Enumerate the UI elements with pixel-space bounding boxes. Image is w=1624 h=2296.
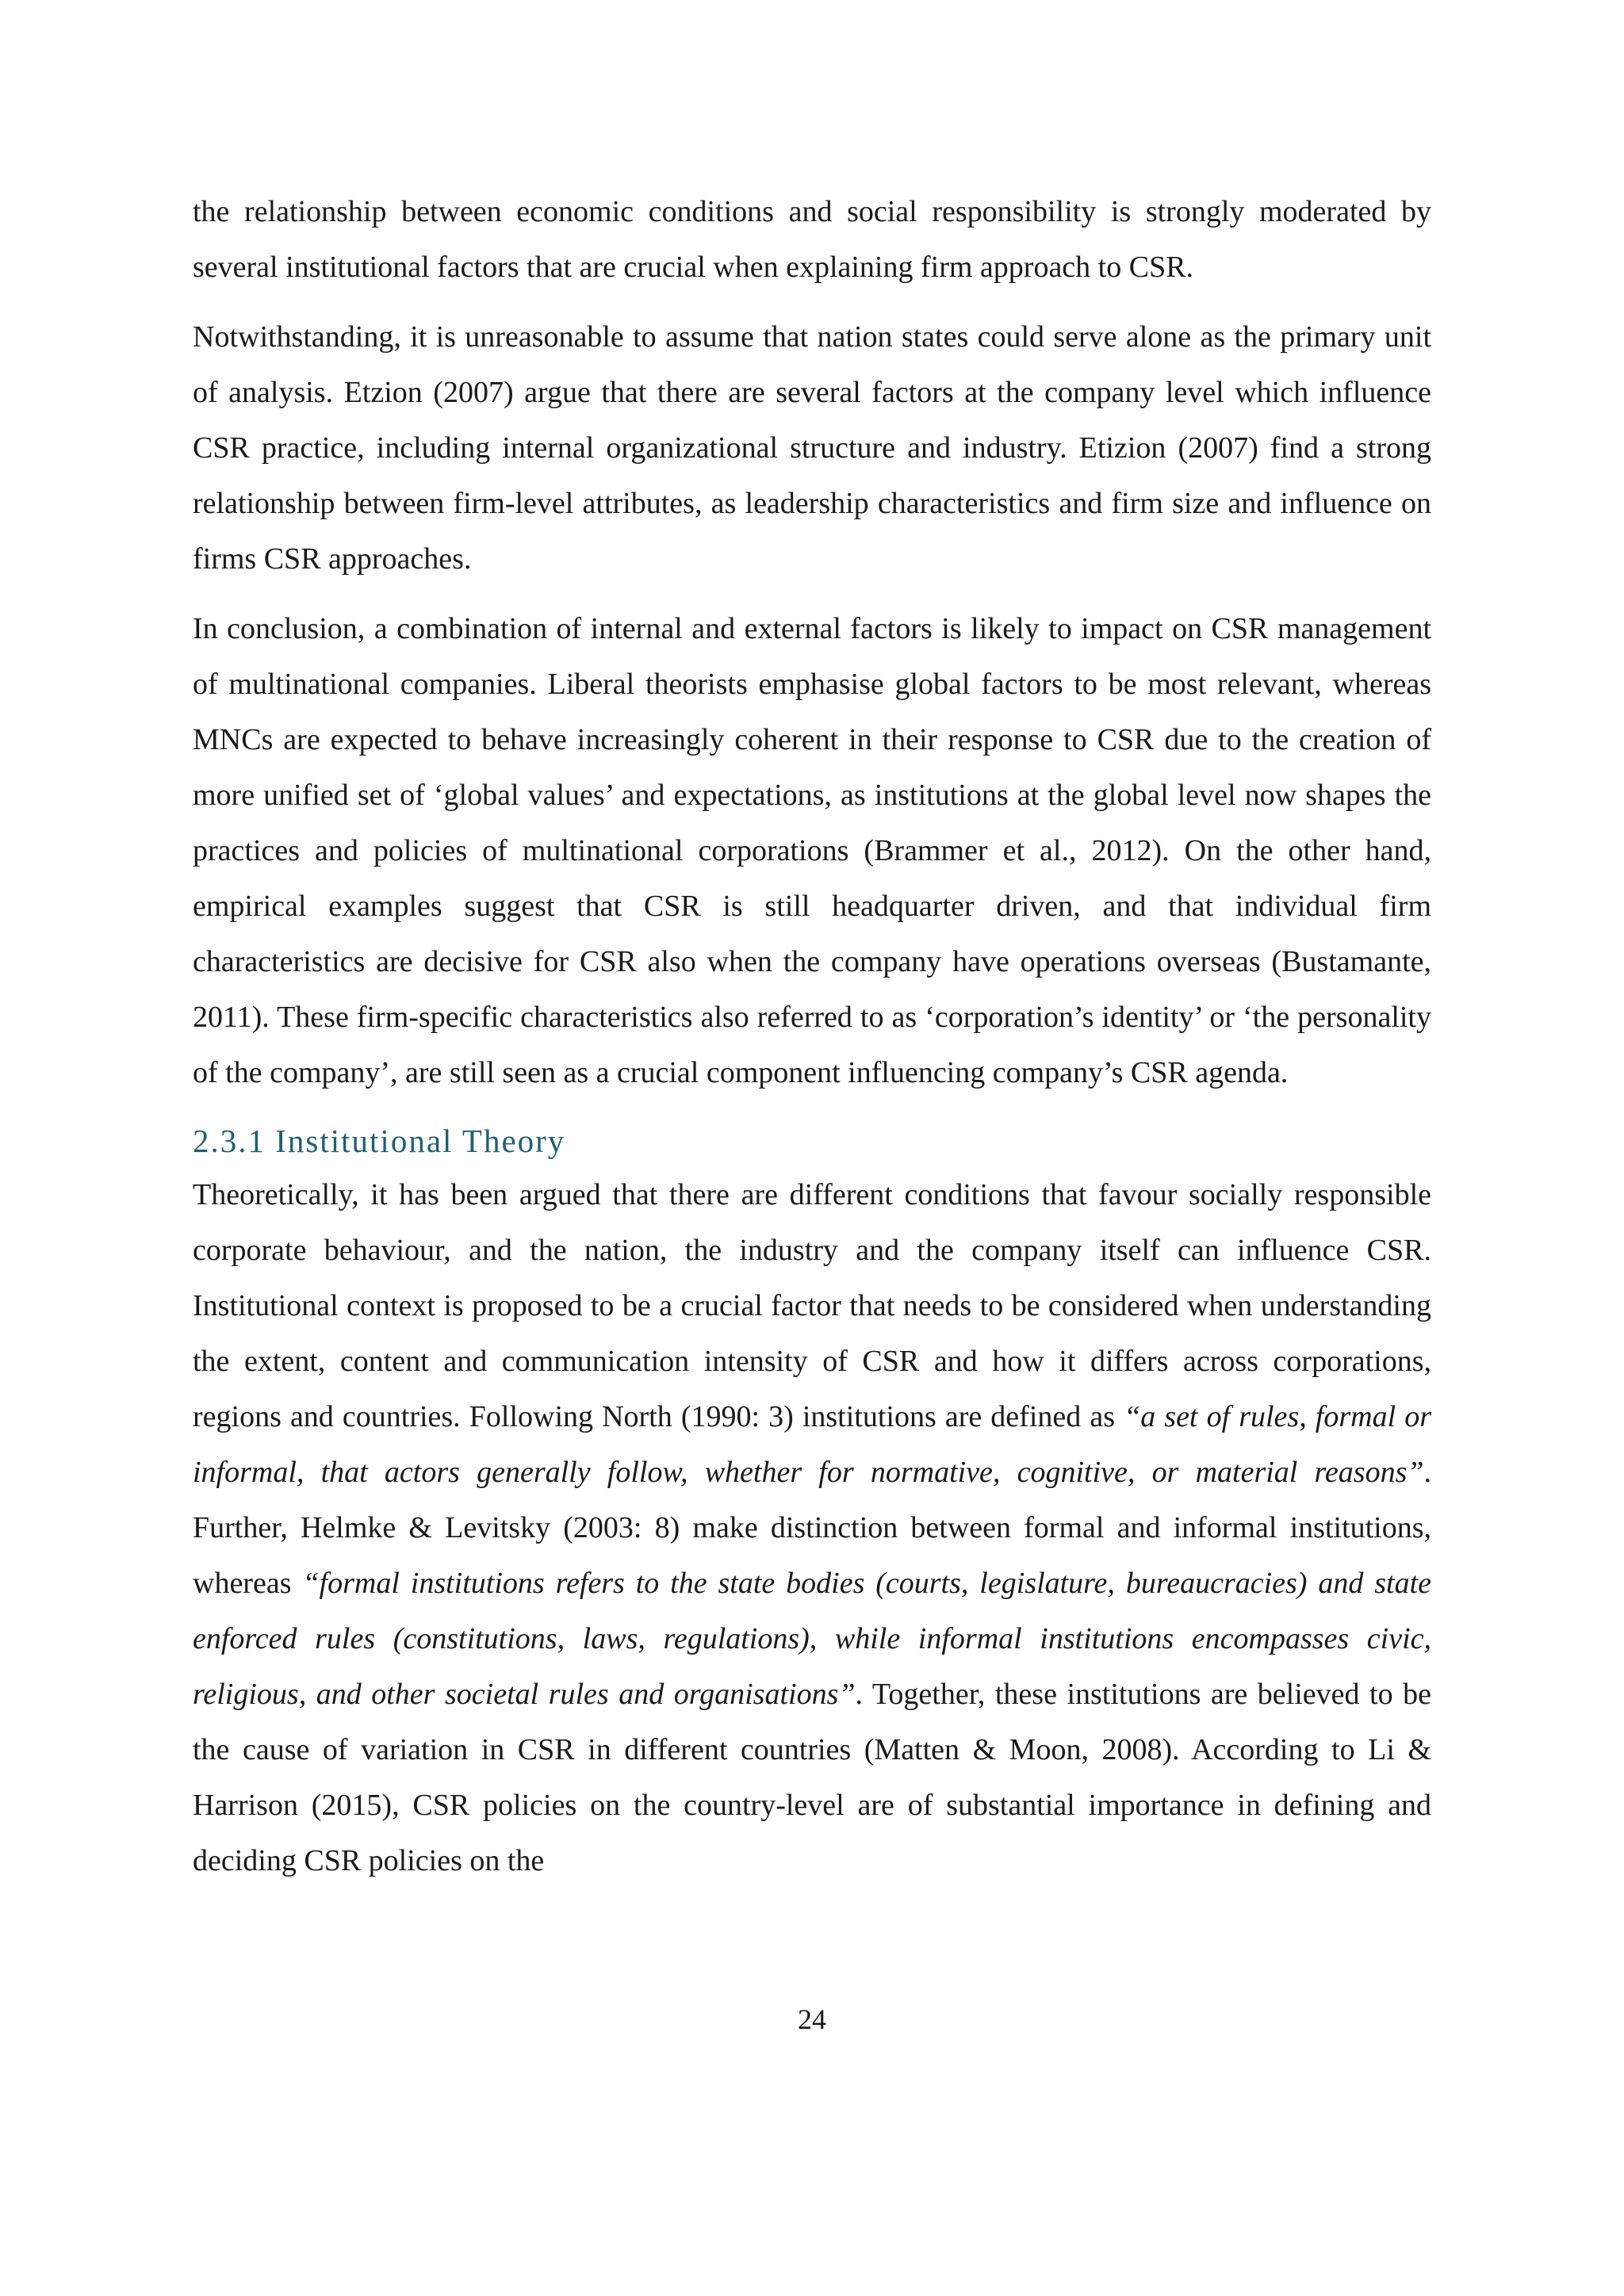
paragraph-4-text-1: Theoretically, it has been argued that there are different conditions that favour socially responsible corporate behaviour, and the nation, the industry and the company itself can influence CSR. Institutional context is proposed to be a crucial factor that needs to be considered when understanding the extent, content and communication intensity of CSR and how it differs across corporations, regions and countries. Following North (1990: 3) institutions are defined as [193, 1178, 1431, 1433]
page-content [193, 184, 1431, 1903]
section-number: 2.3.1 [193, 1123, 266, 1159]
paragraph-2: Notwithstanding, it is unreasonable to assume that nation states could serve alone as the primary unit of analysis. Etzion (2007) argue that there are several factors at the company level which influence CSR practice, including internal organizational structure and industry. Etizion (2007) find a strong relationship between firm-level attributes, as leadership characteristics and firm size and influence on firms CSR approaches. [193, 320, 1431, 576]
north-quote: “a set of rules, formal or informal, that actors generally follow, whether for normative, cognitive, or material reasons” [193, 1400, 1431, 1489]
paragraph-4-text-3: . Together, these institutions are believed to be the cause of variation in CSR in different countries (Matten & Moon, 2008). According to Li & Harrison (2015), CSR policies on the country-level are of substantial importance in defining and deciding CSR policies on the [193, 1678, 1431, 1877]
section-title: Institutional Theory [275, 1123, 566, 1159]
section-heading [193, 1115, 1431, 1167]
page-number: 24 [798, 2003, 826, 2035]
paragraph-3: In conclusion, a combination of internal and external factors is likely to impact on CSR management of multinational companies. Liberal theorists emphasise global factors to be most relevant, whereas MNCs are expected to behave increasingly coherent in their response to CSR due to the creation of more unified set of ‘global values’ and expectations, as institutions at the global level now shapes the practices and policies of multinational corporations (Brammer et al., 2012). On the other hand, empirical examples suggest that CSR is still headquarter driven, and that individual firm characteristics are decisive for CSR also when the company have operations overseas (Bustamante, 2011). These firm-specific characteristics also referred to as ‘corporation’s identity’ or ‘the personality of the company’, are still seen as a crucial component influencing company’s CSR agenda. [193, 612, 1431, 1089]
paragraph-4 [193, 1167, 1431, 1888]
paragraph-1: the relationship between economic conditions and social responsibility is strongly moderated by several institutional factors that are crucial when explaining firm approach to CSR. [193, 195, 1431, 284]
helmke-levitsky-quote: “formal institutions refers to the state bodies (courts, legislature, bureaucracies) and state enforced rules (constitutions, laws, regulations), while informal institutions encompasses civic, religious, and other societal rules and organisations” [193, 1567, 1432, 1711]
paragraph-4-text-2: . Further, Helmke & Levitsky (2003: 8) make distinction between formal and informal institutions, whereas [193, 1456, 1431, 1600]
